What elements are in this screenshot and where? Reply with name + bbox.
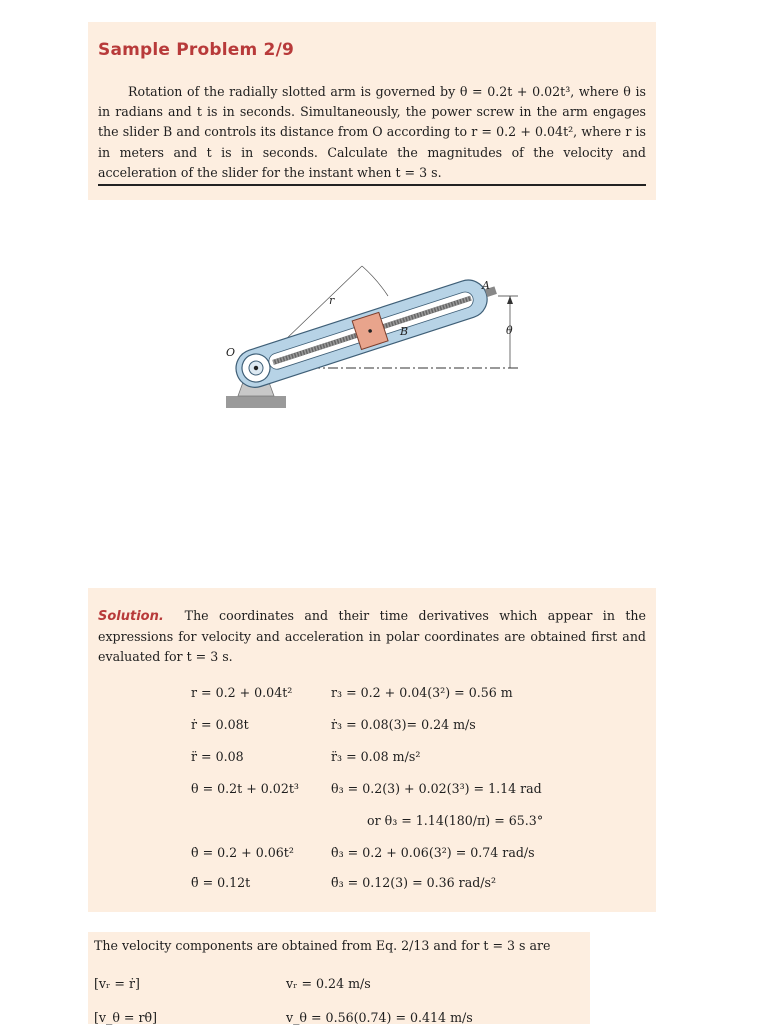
eq-right-1: r₃ = 0.2 + 0.04(3²) = 0.56 m bbox=[331, 685, 513, 700]
problem-text: Rotation of the radially slotted arm is governed by θ = 0.2t + 0.02t³, where θ is in radians and t is in seconds. Simultaneously, the power screw in the arm engages the slider B and controls its distance from O according to r = 0.2 + 0.04t², where r is in meters and t is in seconds. Calculate the magnitudes of the velocity and acceleration of the slider for the instant when t = 3 s. bbox=[98, 84, 646, 180]
eq-left-1: r = 0.2 + 0.04t² bbox=[191, 685, 293, 700]
eq-left-7: θ̈ = 0.12t bbox=[191, 875, 251, 890]
base-block bbox=[226, 396, 286, 408]
solution-intro-block bbox=[98, 606, 646, 668]
eq-left-6: θ̇ = 0.2 + 0.06t² bbox=[191, 845, 294, 860]
velocity-panel bbox=[88, 932, 590, 1024]
velocity-row-1-value: vᵣ = 0.24 m/s bbox=[286, 976, 371, 991]
eq-right-3: r̈₃ = 0.08 m/s² bbox=[331, 749, 421, 764]
eq-right-4: θ₃ = 0.2(3) + 0.02(3³) = 1.14 rad bbox=[331, 781, 542, 796]
slotted-arm bbox=[231, 272, 501, 392]
label-r: r bbox=[329, 294, 335, 307]
theta-arrowhead bbox=[507, 296, 513, 304]
label-O: O bbox=[226, 346, 236, 359]
radius-arc bbox=[362, 266, 388, 296]
problem-panel bbox=[88, 22, 656, 200]
figure-svg bbox=[212, 256, 532, 412]
velocity-intro: The velocity components are obtained from Eq. 2/13 and for t = 3 s are bbox=[94, 938, 551, 953]
eq-right-6: θ̇₃ = 0.2 + 0.06(3²) = 0.74 rad/s bbox=[331, 845, 535, 860]
label-A: A bbox=[482, 279, 490, 292]
eq-right-5: or θ₃ = 1.14(180/π) = 65.3° bbox=[367, 813, 544, 828]
solution-intro: The coordinates and their time derivatives which appear in the expressions for velocity and acceleration in polar coordinates are obtained first and evaluated for t = 3 s. bbox=[98, 608, 646, 665]
eq-right-7: θ̈₃ = 0.12(3) = 0.36 rad/s² bbox=[331, 875, 497, 890]
eq-left-4: θ = 0.2t + 0.02t³ bbox=[191, 781, 299, 796]
eq-left-3: r̈ = 0.08 bbox=[191, 749, 244, 764]
eq-left-2: ṙ = 0.08t bbox=[191, 717, 249, 732]
eq-right-2: ṙ₃ = 0.08(3)= 0.24 m/s bbox=[331, 717, 476, 732]
divider-rule bbox=[98, 184, 646, 186]
velocity-row-2-label: [v_θ = rθ̇] bbox=[94, 1010, 157, 1025]
problem-statement bbox=[98, 82, 646, 183]
slotted-arm-figure bbox=[212, 256, 532, 412]
velocity-row-1-label: [vᵣ = ṙ] bbox=[94, 976, 140, 991]
solution-panel bbox=[88, 588, 656, 912]
solution-heading: Solution. bbox=[98, 609, 164, 624]
label-B: B bbox=[400, 325, 409, 338]
velocity-row-2-value: v_θ = 0.56(0.74) = 0.414 m/s bbox=[286, 1010, 473, 1025]
label-theta: θ bbox=[506, 324, 513, 337]
problem-title: Sample Problem 2/9 bbox=[98, 40, 295, 60]
